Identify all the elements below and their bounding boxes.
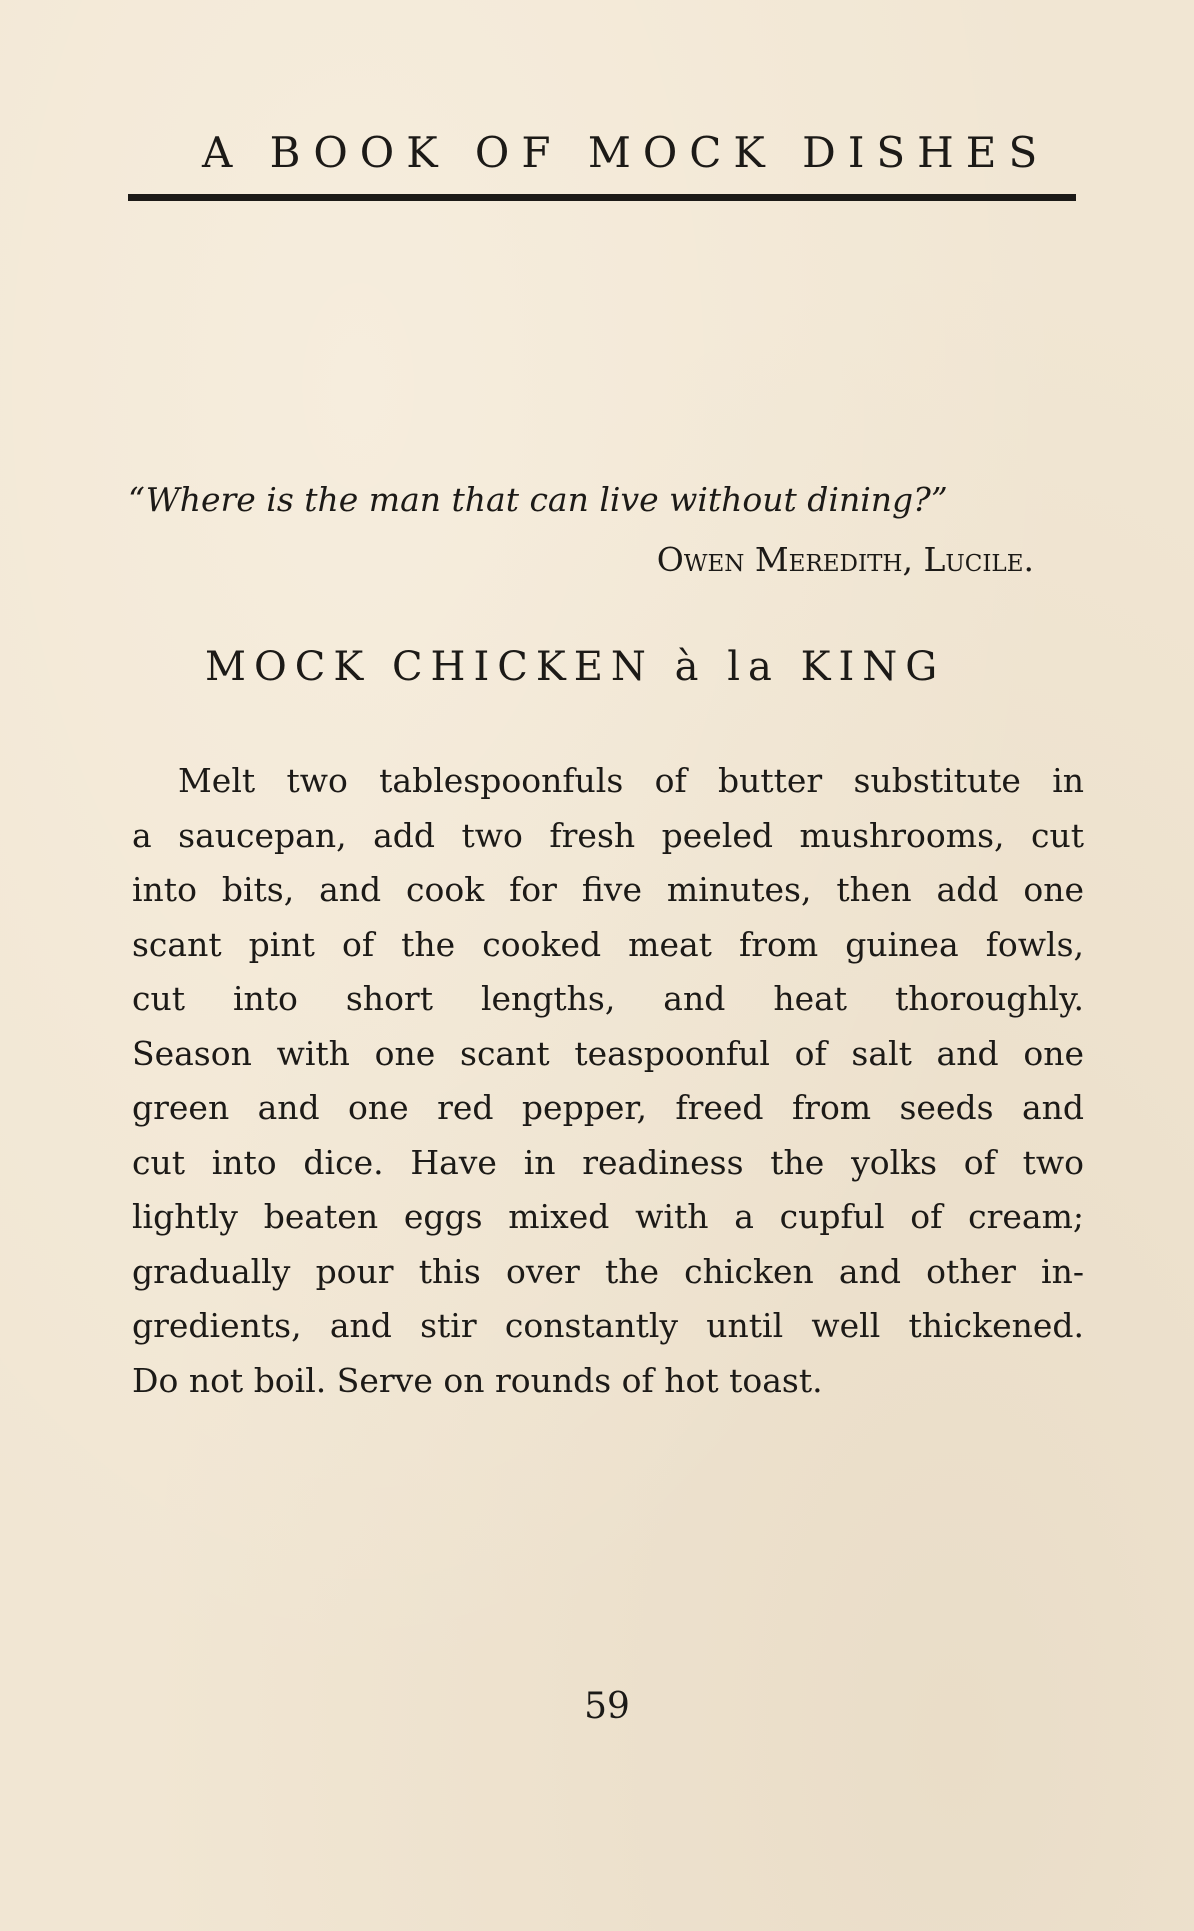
body-line: green and one red pepper, freed from seeds and <box>132 1088 1084 1127</box>
epigraph-attribution: Owen Meredith, Lucile. <box>656 540 1034 579</box>
page-number: 59 <box>584 1686 630 1727</box>
recipe-body <box>132 754 1084 1408</box>
recipe-title: MOCK CHICKEN à la KING <box>205 644 946 690</box>
body-line: Season with one scant teaspoonful of salt and one <box>132 1033 1084 1073</box>
running-head: A BOOK OF MOCK DISHES <box>202 128 1050 177</box>
header-rule <box>128 194 1076 201</box>
body-line: scant pint of the cooked meat from guinea fowls, <box>132 924 1084 964</box>
body-line: cut into dice. Have in readiness the yolks of two <box>132 1142 1084 1182</box>
body-line: gradually pour this over the chicken and other in- <box>132 1251 1084 1291</box>
body-line: a saucepan, add two fresh peeled mushrooms, cut <box>132 815 1084 855</box>
body-line: into bits, and cook for five minutes, then add one <box>132 870 1084 909</box>
body-line: cut into short lengths, and heat thoroughly. <box>132 979 1084 1018</box>
body-line: Melt two tablespoonfuls of butter substitute in <box>178 761 1084 800</box>
body-line: Do not boil. Serve on rounds of hot toast. <box>132 1360 823 1400</box>
body-line: lightly beaten eggs mixed with a cupful of cream; <box>132 1197 1084 1236</box>
body-line: gredients, and stir constantly until well thickened. <box>132 1306 1084 1345</box>
epigraph-quote: “Where is the man that can live without dining?” <box>128 480 948 519</box>
